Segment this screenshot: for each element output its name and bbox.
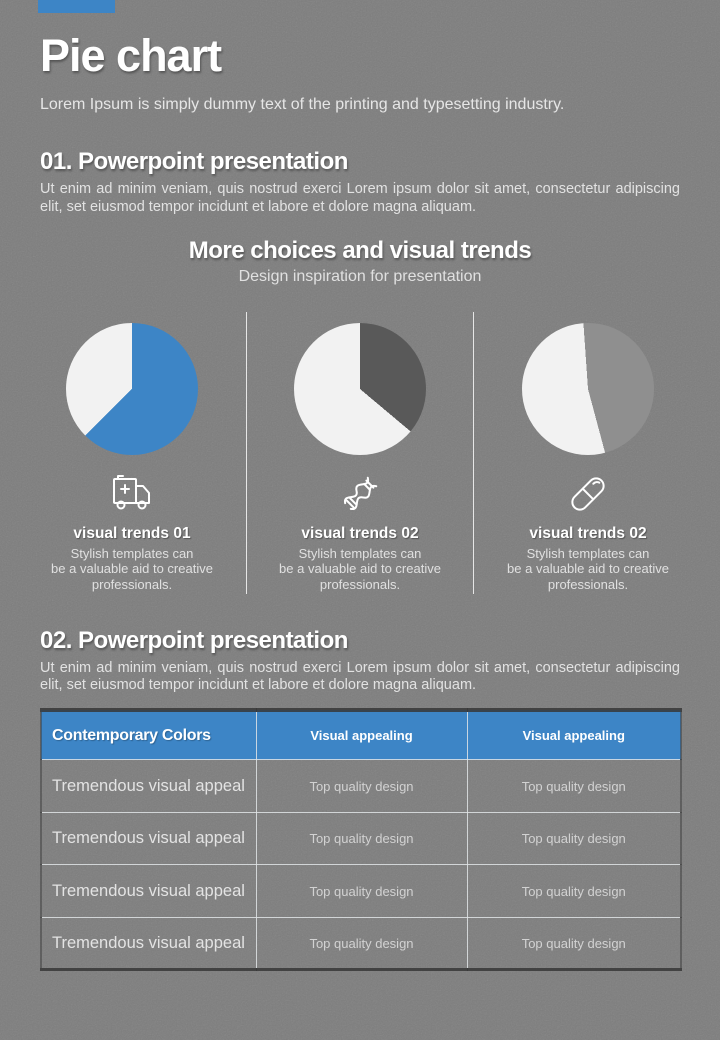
pie-showcase-grid: [18, 312, 702, 594]
page-subtitle: Lorem Ipsum is simply dummy text of the printing and typesetting industry.: [40, 96, 565, 113]
table-cell: Top quality design: [256, 865, 467, 918]
pie-column-2: [246, 312, 474, 594]
table-header-cell: Visual appealing: [467, 710, 681, 760]
table-row: [41, 865, 681, 918]
table-cell: Tremendous visual appeal: [41, 812, 256, 865]
pie-1-title: visual trends 01: [73, 525, 191, 543]
section-2-heading: 02. Powerpoint presentation: [40, 626, 348, 654]
showcase-subtitle: Design inspiration for presentation: [238, 268, 482, 285]
table-cell: Top quality design: [256, 917, 467, 970]
table-cell: Tremendous visual appeal: [41, 865, 256, 918]
table-cell: Tremendous visual appeal: [41, 917, 256, 970]
dna-icon: [247, 470, 473, 518]
table-cell: Top quality design: [256, 812, 467, 865]
accent-top-bar: [38, 0, 115, 13]
table-header-cell: Contemporary Colors: [41, 710, 256, 760]
table-cell: Top quality design: [467, 812, 681, 865]
pie-1-description: Stylish templates can be a valuable aid to creative professionals.: [51, 546, 213, 592]
table-cell: Tremendous visual appeal: [41, 760, 256, 813]
section-1-heading: 01. Powerpoint presentation: [40, 148, 348, 175]
pill-icon: [474, 470, 702, 518]
pie-3-description: Stylish templates can be a valuable aid to creative professionals.: [507, 546, 669, 592]
page-title: Pie chart: [40, 30, 222, 81]
pie-2-description: Stylish templates can be a valuable aid to creative professionals.: [279, 546, 441, 592]
table-cell: Top quality design: [256, 760, 467, 813]
table-header-cell: Visual appealing: [256, 710, 467, 760]
table-row: [41, 812, 681, 865]
table-cell: Top quality design: [467, 760, 681, 813]
pie-chart-blue: [66, 323, 198, 455]
table-row: [41, 760, 681, 813]
table-cell: Top quality design: [467, 865, 681, 918]
ambulance-icon: [18, 470, 246, 518]
pie-column-1: [18, 312, 246, 594]
section-2-body: Ut enim ad minim veniam, quis nostrud exerci Lorem ipsum dolor sit amet, consectetur adipiscing elit, set eiusmod tempor incidunt et labore et dolore magna aliquam.: [40, 659, 680, 694]
table-cell: Top quality design: [467, 917, 681, 970]
section-1-body: Ut enim ad minim veniam, quis nostrud exerci Lorem ipsum dolor sit amet, consectetur adipiscing elit, set eiusmod tempor incidunt et labore et dolore magna aliquam.: [40, 181, 680, 215]
contemporary-colors-table: [40, 708, 682, 972]
table-header-row: [41, 710, 681, 760]
pie-3-title: visual trends 02: [529, 525, 647, 543]
pie-chart-dark-gray: [294, 323, 426, 455]
pie-column-3: [474, 312, 702, 594]
pie-2-title: visual trends 02: [301, 525, 419, 543]
table-row: [41, 917, 681, 970]
pie-chart-mid-gray: [522, 323, 654, 455]
showcase-title: More choices and visual trends: [188, 237, 532, 264]
